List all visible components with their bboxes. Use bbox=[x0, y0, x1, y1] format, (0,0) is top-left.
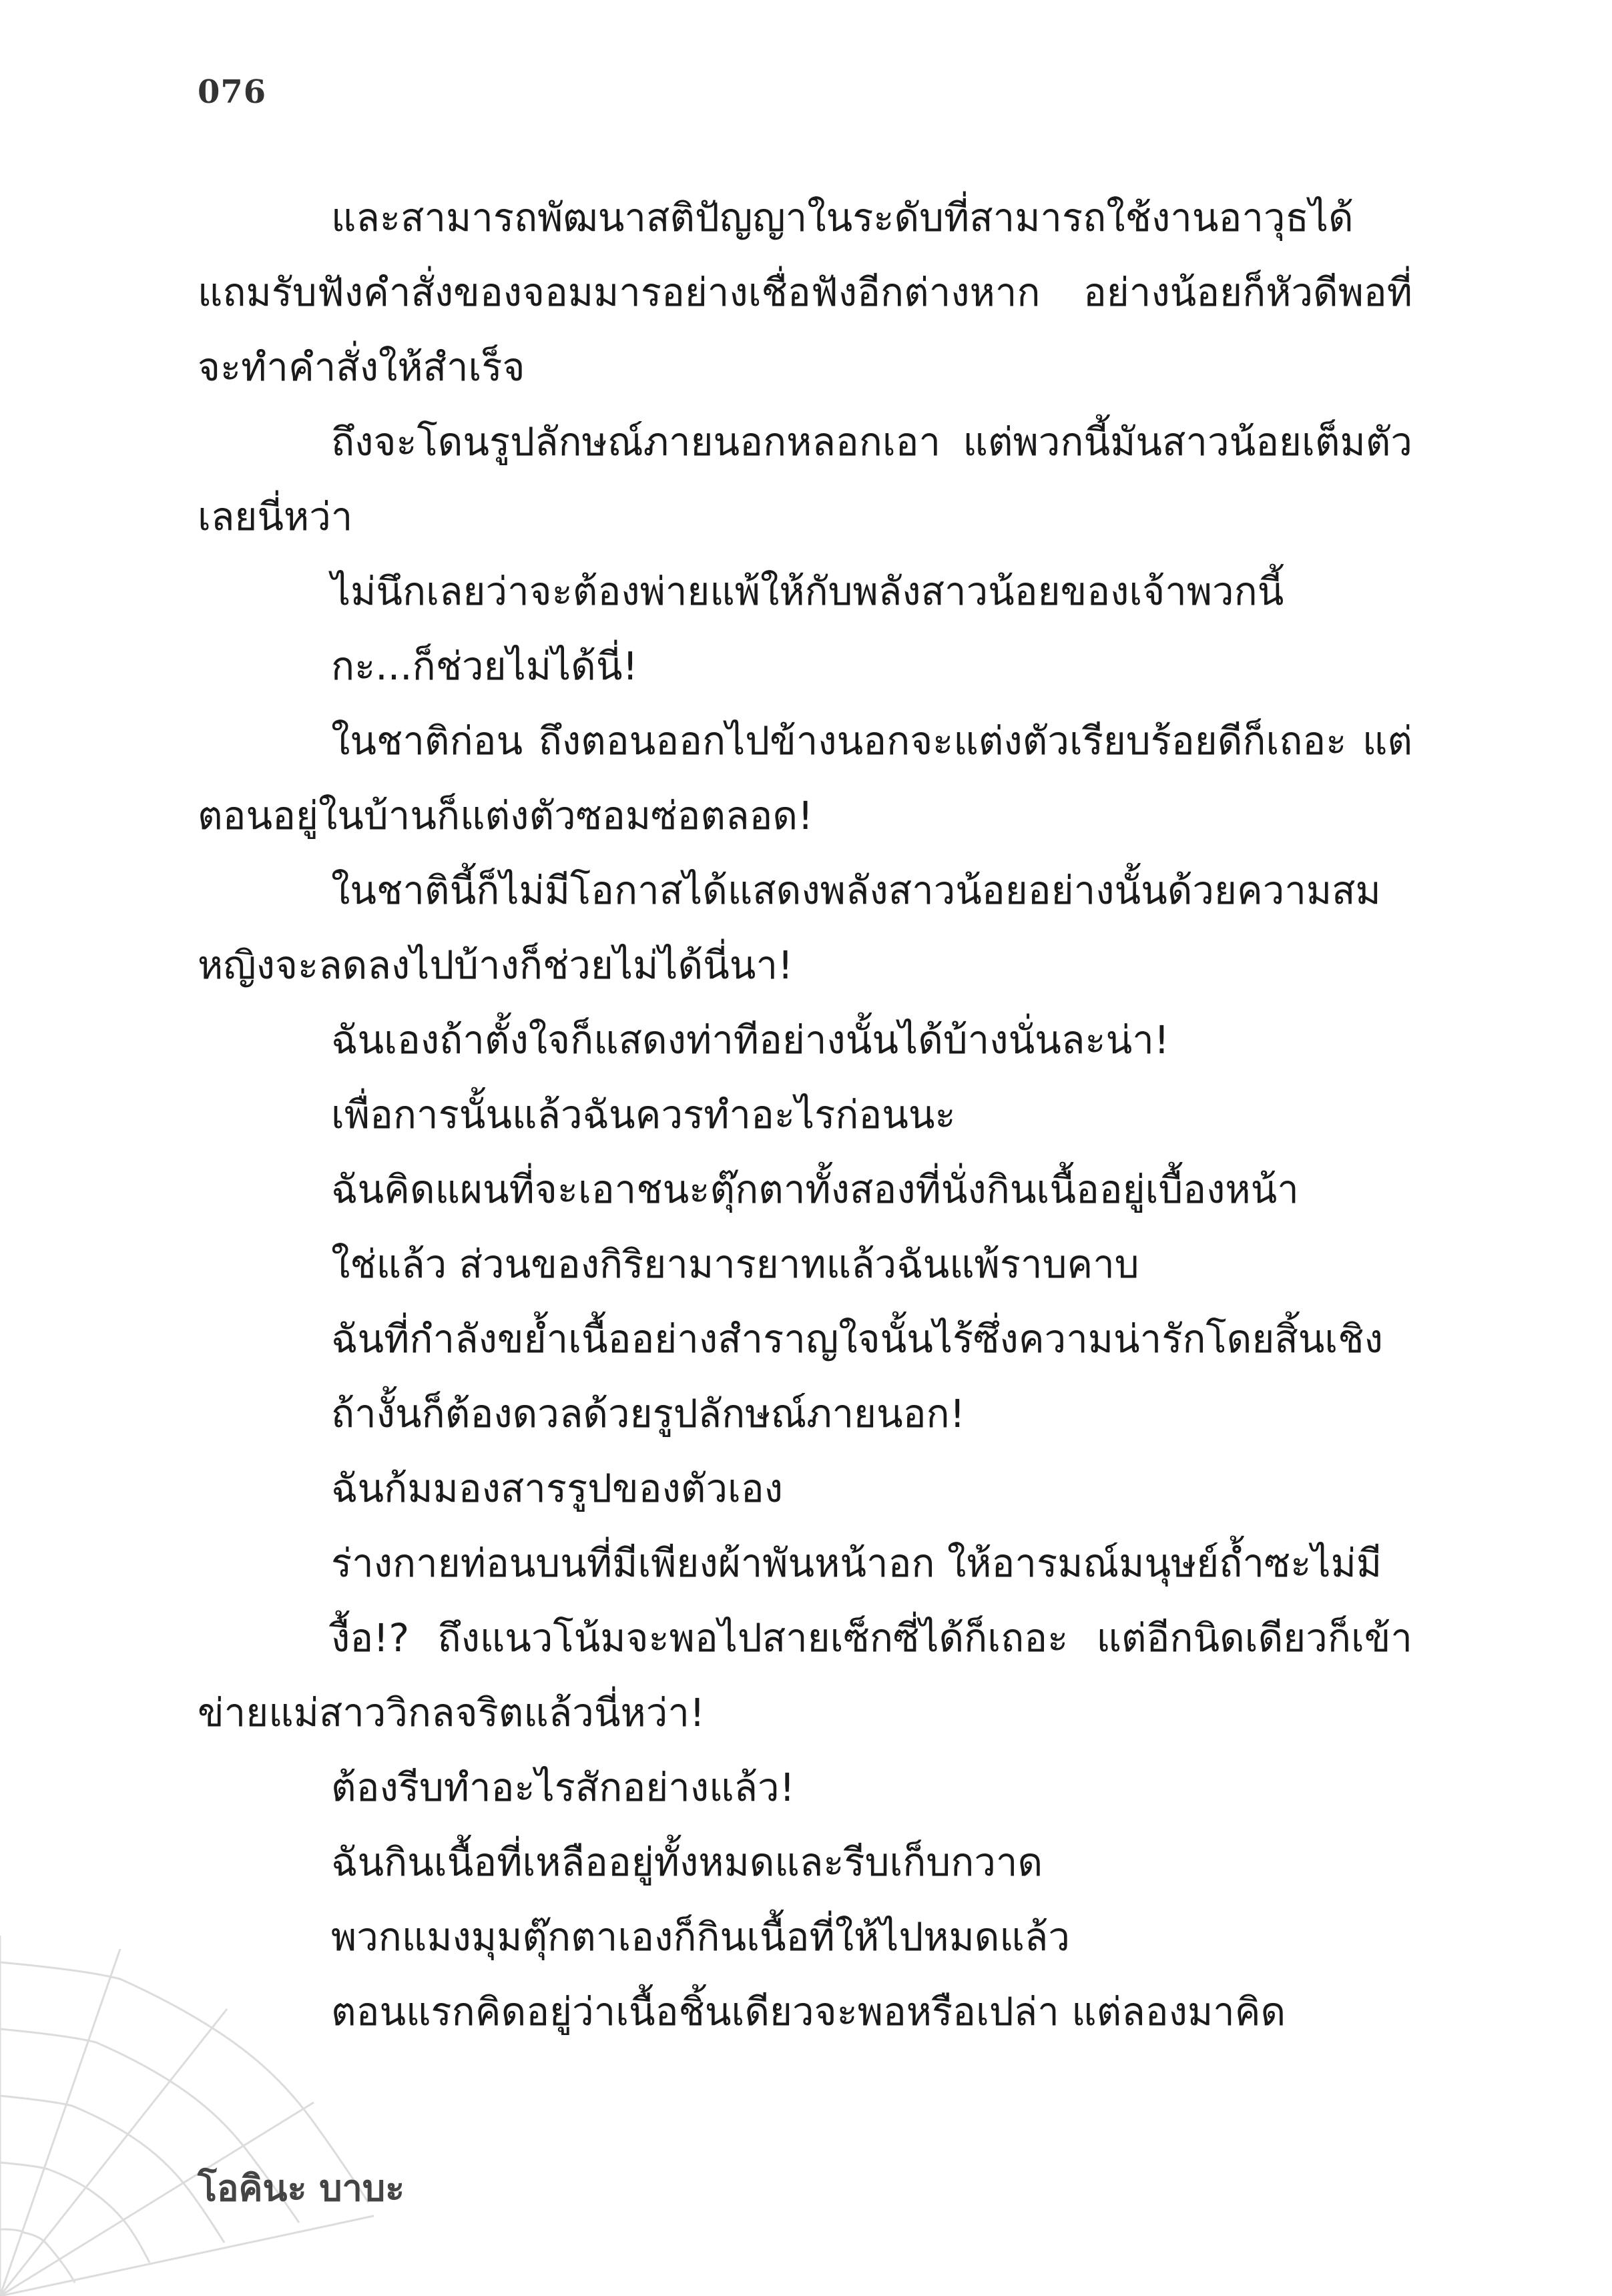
body-text bbox=[198, 180, 1412, 2049]
paragraph: ในชาติก่อน ถึงตอนออกไปข้างนอกจะแต่งตัวเรียบร้อยดีก็เถอะ แต่ตอนอยู่ในบ้านก็แต่งตัวซอมซ่อตลอด! bbox=[198, 718, 1412, 838]
paragraph: พวกแมงมุมตุ๊กตาเองก็กินเนื้อที่ให้ไปหมดแล้ว bbox=[331, 1914, 1070, 1960]
paragraph: และสามารถพัฒนาสติปัญญาในระดับที่สามารถใช้งานอาวุธได้ แถมรับฟังคำสั่งของจอมมารอย่างเชื่อฟังอีกต่างหาก อย่างน้อยก็หัวดีพอที่จะทำคำสั่งให้สำเร็จ bbox=[198, 195, 1412, 390]
paragraph: กะ...ก็ช่วยไม่ได้นี่! bbox=[331, 643, 638, 689]
paragraph: ฉันกินเนื้อที่เหลืออยู่ทั้งหมดและรีบเก็บกวาด bbox=[331, 1839, 1043, 1885]
paragraph: ถ้างั้นก็ต้องดวลด้วยรูปลักษณ์ภายนอก! bbox=[331, 1391, 965, 1436]
paragraph: ต้องรีบทำอะไรสักอย่างแล้ว! bbox=[331, 1765, 795, 1810]
paragraph: งื้อ!? ถึงแนวโน้มจะพอไปสายเซ็กซี่ได้ก็เถอะ แต่อีกนิดเดียวก็เข้าข่ายแม่สาววิกลจริตแล้วนี่หว่า! bbox=[198, 1615, 1412, 1735]
paragraph: ฉันก้มมองสารรูปของตัวเอง bbox=[331, 1466, 783, 1511]
paragraph: ไม่นึกเลยว่าจะต้องพ่ายแพ้ให้กับพลังสาวน้อยของเจ้าพวกนี้ bbox=[331, 569, 1284, 614]
paragraph: ตอนแรกคิดอยู่ว่าเนื้อชิ้นเดียวจะพอหรือเปล่า แต่ลองมาคิด bbox=[331, 1989, 1286, 2034]
spider-web-icon bbox=[0, 1936, 374, 2296]
paragraph: ฉันเองถ้าตั้งใจก็แสดงท่าทีอย่างนั้นได้บ้างนั่นละน่า! bbox=[331, 1017, 1170, 1063]
paragraph: เพื่อการนั้นแล้วฉันควรทำอะไรก่อนนะ bbox=[331, 1092, 956, 1137]
paragraph: ฉันที่กำลังขย้ำเนื้ออย่างสำราญใจนั้นไร้ซึ่งความน่ารักโดยสิ้นเชิง bbox=[331, 1316, 1383, 1362]
paragraph: ร่างกายท่อนบนที่มีเพียงผ้าพันหน้าอก ให้อารมณ์มนุษย์ถ้ำซะไม่มี bbox=[331, 1540, 1382, 1586]
paragraph: ในชาตินี้ก็ไม่มีโอกาสได้แสดงพลังสาวน้อยอย่างนั้นด้วยความสมหญิงจะลดลงไปบ้างก็ช่วยไม่ได้นี่นา! bbox=[198, 868, 1381, 988]
paragraph: ฉันคิดแผนที่จะเอาชนะตุ๊กตาทั้งสองที่นั่งกินเนื้ออยู่เบื้องหน้า bbox=[331, 1167, 1299, 1212]
author-name: โอคินะ บาบะ bbox=[198, 2167, 405, 2209]
paragraph: ถึงจะโดนรูปลักษณ์ภายนอกหลอกเอา แต่พวกนี้มันสาวน้อยเต็มตัวเลยนี่หว่า bbox=[198, 419, 1412, 539]
paragraph: ใช่แล้ว ส่วนของกิริยามารยาทแล้วฉันแพ้ราบคาบ bbox=[331, 1241, 1139, 1287]
page-number: 076 bbox=[198, 73, 267, 111]
